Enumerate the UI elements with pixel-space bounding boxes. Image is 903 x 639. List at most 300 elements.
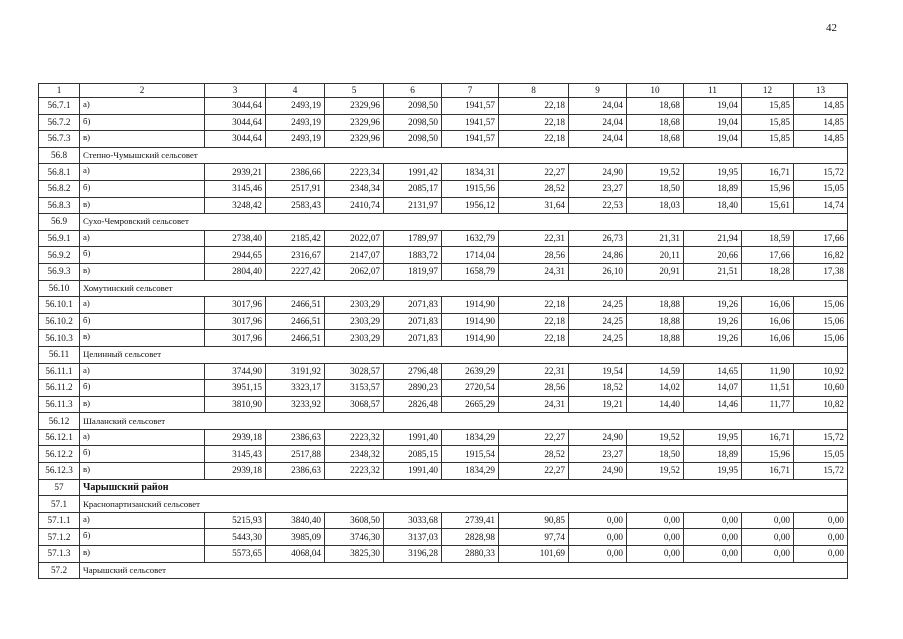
value-cell: 24,90 — [569, 429, 627, 446]
value-cell: 3196,28 — [384, 546, 442, 563]
value-cell: 0,00 — [684, 546, 742, 563]
value-cell: 1834,29 — [442, 429, 499, 446]
value-cell: 19,52 — [627, 164, 684, 181]
value-cell: 20,91 — [627, 263, 684, 280]
value-cell: 2071,83 — [384, 313, 442, 330]
value-cell: 2223,32 — [325, 429, 384, 446]
value-cell: 1789,97 — [384, 230, 442, 247]
value-cell: 18,28 — [742, 263, 794, 280]
value-cell: 22,27 — [499, 429, 569, 446]
value-cell: 1632,79 — [442, 230, 499, 247]
value-cell: 3233,92 — [266, 396, 325, 413]
value-cell: 14,59 — [627, 363, 684, 380]
row-code: 57.1.1 — [39, 512, 80, 529]
table-row — [39, 429, 848, 446]
value-cell: 14,74 — [794, 197, 848, 214]
column-number-cell: 5 — [325, 84, 384, 98]
value-cell: 2466,51 — [266, 297, 325, 314]
value-cell: 15,85 — [742, 131, 794, 148]
value-cell: 10,82 — [794, 396, 848, 413]
value-cell: 19,52 — [627, 463, 684, 480]
table-row — [39, 297, 848, 314]
column-number-cell: 12 — [742, 84, 794, 98]
value-cell: 1914,90 — [442, 313, 499, 330]
row-code: 56.11.3 — [39, 396, 80, 413]
value-cell: 2828,98 — [442, 529, 499, 546]
value-cell: 14,02 — [627, 380, 684, 397]
value-cell: 0,00 — [627, 529, 684, 546]
table-row — [39, 263, 848, 280]
value-cell: 19,04 — [684, 131, 742, 148]
value-cell: 0,00 — [627, 512, 684, 529]
value-cell: 15,05 — [794, 180, 848, 197]
row-code: 56.11.1 — [39, 363, 80, 380]
value-cell: 3985,09 — [266, 529, 325, 546]
section-code: 56.8 — [39, 147, 80, 164]
value-cell: 14,85 — [794, 114, 848, 131]
row-variant-label: в) — [80, 463, 205, 480]
section-row — [39, 214, 848, 231]
value-cell: 24,25 — [569, 330, 627, 347]
row-code: 56.7.3 — [39, 131, 80, 148]
value-cell: 3810,90 — [205, 396, 266, 413]
value-cell: 0,00 — [627, 546, 684, 563]
value-cell: 4068,04 — [266, 546, 325, 563]
value-cell: 14,46 — [684, 396, 742, 413]
value-cell: 2131,97 — [384, 197, 442, 214]
value-cell: 2303,29 — [325, 330, 384, 347]
row-code: 56.10.3 — [39, 330, 80, 347]
value-cell: 3028,57 — [325, 363, 384, 380]
value-cell: 1991,42 — [384, 164, 442, 181]
value-cell: 1883,72 — [384, 247, 442, 264]
value-cell: 18,40 — [684, 197, 742, 214]
value-cell: 18,03 — [627, 197, 684, 214]
table-row — [39, 546, 848, 563]
value-cell: 19,04 — [684, 114, 742, 131]
section-title: Степно-Чумышский сельсовет — [80, 147, 848, 164]
value-cell: 2303,29 — [325, 297, 384, 314]
row-code: 56.10.2 — [39, 313, 80, 330]
value-cell: 19,95 — [684, 164, 742, 181]
value-cell: 15,61 — [742, 197, 794, 214]
value-cell: 3044,64 — [205, 98, 266, 115]
value-cell: 1834,31 — [442, 164, 499, 181]
value-cell: 1914,90 — [442, 297, 499, 314]
row-code: 56.7.1 — [39, 98, 80, 115]
value-cell: 2410,74 — [325, 197, 384, 214]
value-cell: 5443,30 — [205, 529, 266, 546]
value-cell: 16,71 — [742, 463, 794, 480]
value-cell: 18,88 — [627, 330, 684, 347]
value-cell: 1956,12 — [442, 197, 499, 214]
value-cell: 18,52 — [569, 380, 627, 397]
value-cell: 22,18 — [499, 330, 569, 347]
section-code: 56.12 — [39, 413, 80, 430]
table-row — [39, 396, 848, 413]
value-cell: 24,90 — [569, 164, 627, 181]
value-cell: 2329,96 — [325, 114, 384, 131]
section-code: 56.11 — [39, 346, 80, 363]
value-cell: 16,06 — [742, 313, 794, 330]
table-row — [39, 529, 848, 546]
value-cell: 2022,07 — [325, 230, 384, 247]
value-cell: 22,27 — [499, 164, 569, 181]
value-cell: 2085,17 — [384, 180, 442, 197]
value-cell: 28,52 — [499, 180, 569, 197]
value-cell: 3017,96 — [205, 330, 266, 347]
value-cell: 18,88 — [627, 297, 684, 314]
section-row — [39, 346, 848, 363]
value-cell: 2329,96 — [325, 98, 384, 115]
value-cell: 2939,18 — [205, 463, 266, 480]
value-cell: 2085,15 — [384, 446, 442, 463]
value-cell: 2223,32 — [325, 463, 384, 480]
value-cell: 19,26 — [684, 297, 742, 314]
value-cell: 90,85 — [499, 512, 569, 529]
value-cell: 15,96 — [742, 446, 794, 463]
row-code: 56.7.2 — [39, 114, 80, 131]
section-title: Шаланский сельсовет — [80, 413, 848, 430]
value-cell: 16,06 — [742, 330, 794, 347]
row-variant-label: а) — [80, 363, 205, 380]
column-number-cell: 1 — [39, 84, 80, 98]
section-row — [39, 147, 848, 164]
table-row — [39, 463, 848, 480]
row-code: 57.1.3 — [39, 546, 80, 563]
value-cell: 2348,32 — [325, 446, 384, 463]
row-code: 56.8.1 — [39, 164, 80, 181]
row-variant-label: а) — [80, 297, 205, 314]
value-cell: 1714,04 — [442, 247, 499, 264]
value-cell: 14,85 — [794, 131, 848, 148]
value-cell: 22,27 — [499, 463, 569, 480]
table-row — [39, 164, 848, 181]
value-cell: 18,68 — [627, 131, 684, 148]
value-cell: 101,69 — [499, 546, 569, 563]
section-code: 56.10 — [39, 280, 80, 297]
value-cell: 19,95 — [684, 463, 742, 480]
value-cell: 14,65 — [684, 363, 742, 380]
value-cell: 24,31 — [499, 396, 569, 413]
value-cell: 24,25 — [569, 297, 627, 314]
value-cell: 2517,88 — [266, 446, 325, 463]
table-row — [39, 114, 848, 131]
value-cell: 3017,96 — [205, 297, 266, 314]
value-cell: 2329,96 — [325, 131, 384, 148]
row-code: 56.11.2 — [39, 380, 80, 397]
value-cell: 3191,92 — [266, 363, 325, 380]
value-cell: 18,50 — [627, 180, 684, 197]
value-cell: 2185,42 — [266, 230, 325, 247]
table-row — [39, 180, 848, 197]
value-cell: 22,18 — [499, 114, 569, 131]
value-cell: 20,11 — [627, 247, 684, 264]
value-cell: 20,66 — [684, 247, 742, 264]
value-cell: 17,66 — [794, 230, 848, 247]
value-cell: 2348,34 — [325, 180, 384, 197]
value-cell: 22,53 — [569, 197, 627, 214]
value-cell: 2639,29 — [442, 363, 499, 380]
district-row — [39, 479, 848, 496]
value-cell: 2939,21 — [205, 164, 266, 181]
value-cell: 0,00 — [569, 546, 627, 563]
value-cell: 3608,50 — [325, 512, 384, 529]
section-code: 57.1 — [39, 496, 80, 513]
row-variant-label: а) — [80, 512, 205, 529]
value-cell: 19,54 — [569, 363, 627, 380]
value-cell: 11,90 — [742, 363, 794, 380]
value-cell: 1914,90 — [442, 330, 499, 347]
row-code: 56.12.2 — [39, 446, 80, 463]
section-code: 56.9 — [39, 214, 80, 231]
value-cell: 24,04 — [569, 131, 627, 148]
value-cell: 2944,65 — [205, 247, 266, 264]
row-variant-label: в) — [80, 197, 205, 214]
value-cell: 21,31 — [627, 230, 684, 247]
column-number-cell: 7 — [442, 84, 499, 98]
value-cell: 1658,79 — [442, 263, 499, 280]
row-variant-label: б) — [80, 247, 205, 264]
row-code: 56.8.3 — [39, 197, 80, 214]
value-cell: 19,52 — [627, 429, 684, 446]
row-code: 56.8.2 — [39, 180, 80, 197]
value-cell: 1941,57 — [442, 114, 499, 131]
value-cell: 97,74 — [499, 529, 569, 546]
section-code: 57 — [39, 479, 80, 496]
section-title: Сухо-Чемровский сельсовет — [80, 214, 848, 231]
page-number: 42 — [826, 22, 837, 34]
value-cell: 2386,63 — [266, 429, 325, 446]
value-cell: 15,85 — [742, 98, 794, 115]
column-number-cell: 10 — [627, 84, 684, 98]
value-cell: 2493,19 — [266, 131, 325, 148]
table-row — [39, 98, 848, 115]
value-cell: 11,51 — [742, 380, 794, 397]
value-cell: 16,82 — [794, 247, 848, 264]
row-code: 57.1.2 — [39, 529, 80, 546]
row-variant-label: б) — [80, 446, 205, 463]
table-body — [39, 84, 848, 579]
tariff-table — [38, 83, 848, 579]
value-cell: 2147,07 — [325, 247, 384, 264]
section-title: Хомутинский сельсовет — [80, 280, 848, 297]
value-cell: 21,94 — [684, 230, 742, 247]
value-cell: 2062,07 — [325, 263, 384, 280]
value-cell: 22,18 — [499, 131, 569, 148]
value-cell: 22,31 — [499, 230, 569, 247]
section-title: Краснопартизанский сельсовет — [80, 496, 848, 513]
row-code: 56.12.3 — [39, 463, 80, 480]
row-variant-label: в) — [80, 396, 205, 413]
row-variant-label: в) — [80, 546, 205, 563]
table-row — [39, 313, 848, 330]
column-number-cell: 6 — [384, 84, 442, 98]
value-cell: 3145,43 — [205, 446, 266, 463]
value-cell: 5573,65 — [205, 546, 266, 563]
value-cell: 1991,40 — [384, 463, 442, 480]
table-row — [39, 363, 848, 380]
value-cell: 14,40 — [627, 396, 684, 413]
value-cell: 1941,57 — [442, 131, 499, 148]
value-cell: 2386,63 — [266, 463, 325, 480]
value-cell: 0,00 — [794, 529, 848, 546]
row-code: 56.9.1 — [39, 230, 80, 247]
value-cell: 3323,17 — [266, 380, 325, 397]
value-cell: 24,04 — [569, 114, 627, 131]
value-cell: 2386,66 — [266, 164, 325, 181]
row-variant-label: б) — [80, 529, 205, 546]
value-cell: 1819,97 — [384, 263, 442, 280]
district-title: Чарышский район — [80, 479, 848, 496]
value-cell: 2804,40 — [205, 263, 266, 280]
value-cell: 0,00 — [569, 512, 627, 529]
value-cell: 2223,34 — [325, 164, 384, 181]
value-cell: 17,66 — [742, 247, 794, 264]
row-code: 56.12.1 — [39, 429, 80, 446]
table-row — [39, 330, 848, 347]
value-cell: 19,95 — [684, 429, 742, 446]
row-variant-label: а) — [80, 164, 205, 181]
value-cell: 3137,03 — [384, 529, 442, 546]
value-cell: 2098,50 — [384, 131, 442, 148]
value-cell: 3044,64 — [205, 131, 266, 148]
value-cell: 24,04 — [569, 98, 627, 115]
value-cell: 3248,42 — [205, 197, 266, 214]
value-cell: 23,27 — [569, 446, 627, 463]
value-cell: 18,89 — [684, 180, 742, 197]
value-cell: 15,96 — [742, 180, 794, 197]
value-cell: 19,21 — [569, 396, 627, 413]
value-cell: 3068,57 — [325, 396, 384, 413]
value-cell: 1991,40 — [384, 429, 442, 446]
value-cell: 17,38 — [794, 263, 848, 280]
value-cell: 18,50 — [627, 446, 684, 463]
value-cell: 3825,30 — [325, 546, 384, 563]
value-cell: 23,27 — [569, 180, 627, 197]
table-row — [39, 247, 848, 264]
value-cell: 16,71 — [742, 164, 794, 181]
value-cell: 2880,33 — [442, 546, 499, 563]
value-cell: 31,64 — [499, 197, 569, 214]
column-number-cell: 8 — [499, 84, 569, 98]
row-code: 56.9.3 — [39, 263, 80, 280]
value-cell: 2796,48 — [384, 363, 442, 380]
value-cell: 22,18 — [499, 297, 569, 314]
value-cell: 0,00 — [794, 546, 848, 563]
section-code: 57.2 — [39, 562, 80, 579]
value-cell: 0,00 — [569, 529, 627, 546]
row-variant-label: а) — [80, 230, 205, 247]
value-cell: 10,60 — [794, 380, 848, 397]
value-cell: 21,51 — [684, 263, 742, 280]
value-cell: 15,06 — [794, 297, 848, 314]
column-number-cell: 4 — [266, 84, 325, 98]
value-cell: 18,59 — [742, 230, 794, 247]
value-cell: 16,06 — [742, 297, 794, 314]
value-cell: 19,26 — [684, 330, 742, 347]
row-variant-label: в) — [80, 131, 205, 148]
value-cell: 24,86 — [569, 247, 627, 264]
value-cell: 18,88 — [627, 313, 684, 330]
value-cell: 2071,83 — [384, 330, 442, 347]
value-cell: 2303,29 — [325, 313, 384, 330]
value-cell: 15,06 — [794, 313, 848, 330]
value-cell: 3145,46 — [205, 180, 266, 197]
table-row — [39, 230, 848, 247]
value-cell: 28,52 — [499, 446, 569, 463]
value-cell: 2890,23 — [384, 380, 442, 397]
value-cell: 2227,42 — [266, 263, 325, 280]
value-cell: 28,56 — [499, 380, 569, 397]
row-variant-label: б) — [80, 180, 205, 197]
value-cell: 2493,19 — [266, 114, 325, 131]
value-cell: 2939,18 — [205, 429, 266, 446]
value-cell: 18,68 — [627, 114, 684, 131]
value-cell: 2517,91 — [266, 180, 325, 197]
value-cell: 14,85 — [794, 98, 848, 115]
table-header-row — [39, 84, 848, 98]
table-row — [39, 197, 848, 214]
value-cell: 10,92 — [794, 363, 848, 380]
row-code: 56.10.1 — [39, 297, 80, 314]
row-variant-label: а) — [80, 98, 205, 115]
table-row — [39, 512, 848, 529]
row-variant-label: а) — [80, 429, 205, 446]
row-variant-label: б) — [80, 380, 205, 397]
value-cell: 3153,57 — [325, 380, 384, 397]
column-number-cell: 9 — [569, 84, 627, 98]
value-cell: 19,26 — [684, 313, 742, 330]
value-cell: 18,68 — [627, 98, 684, 115]
value-cell: 15,72 — [794, 429, 848, 446]
table-row — [39, 380, 848, 397]
value-cell: 22,31 — [499, 363, 569, 380]
value-cell: 1915,54 — [442, 446, 499, 463]
value-cell: 3744,90 — [205, 363, 266, 380]
value-cell: 15,05 — [794, 446, 848, 463]
value-cell: 0,00 — [742, 546, 794, 563]
section-row — [39, 562, 848, 579]
value-cell: 16,71 — [742, 429, 794, 446]
value-cell: 24,31 — [499, 263, 569, 280]
row-code: 56.9.2 — [39, 247, 80, 264]
section-title: Целинный сельсовет — [80, 346, 848, 363]
row-variant-label: б) — [80, 114, 205, 131]
table-row — [39, 446, 848, 463]
section-row — [39, 496, 848, 513]
value-cell: 14,07 — [684, 380, 742, 397]
value-cell: 0,00 — [684, 512, 742, 529]
value-cell: 3044,64 — [205, 114, 266, 131]
value-cell: 3840,40 — [266, 512, 325, 529]
value-cell: 5215,93 — [205, 512, 266, 529]
value-cell: 1834,29 — [442, 463, 499, 480]
value-cell: 15,85 — [742, 114, 794, 131]
value-cell: 19,04 — [684, 98, 742, 115]
table-row — [39, 131, 848, 148]
value-cell: 2098,50 — [384, 98, 442, 115]
value-cell: 0,00 — [684, 529, 742, 546]
value-cell: 2493,19 — [266, 98, 325, 115]
value-cell: 11,77 — [742, 396, 794, 413]
section-row — [39, 280, 848, 297]
row-variant-label: в) — [80, 330, 205, 347]
value-cell: 2739,41 — [442, 512, 499, 529]
value-cell: 22,18 — [499, 98, 569, 115]
value-cell: 15,06 — [794, 330, 848, 347]
value-cell: 0,00 — [742, 529, 794, 546]
